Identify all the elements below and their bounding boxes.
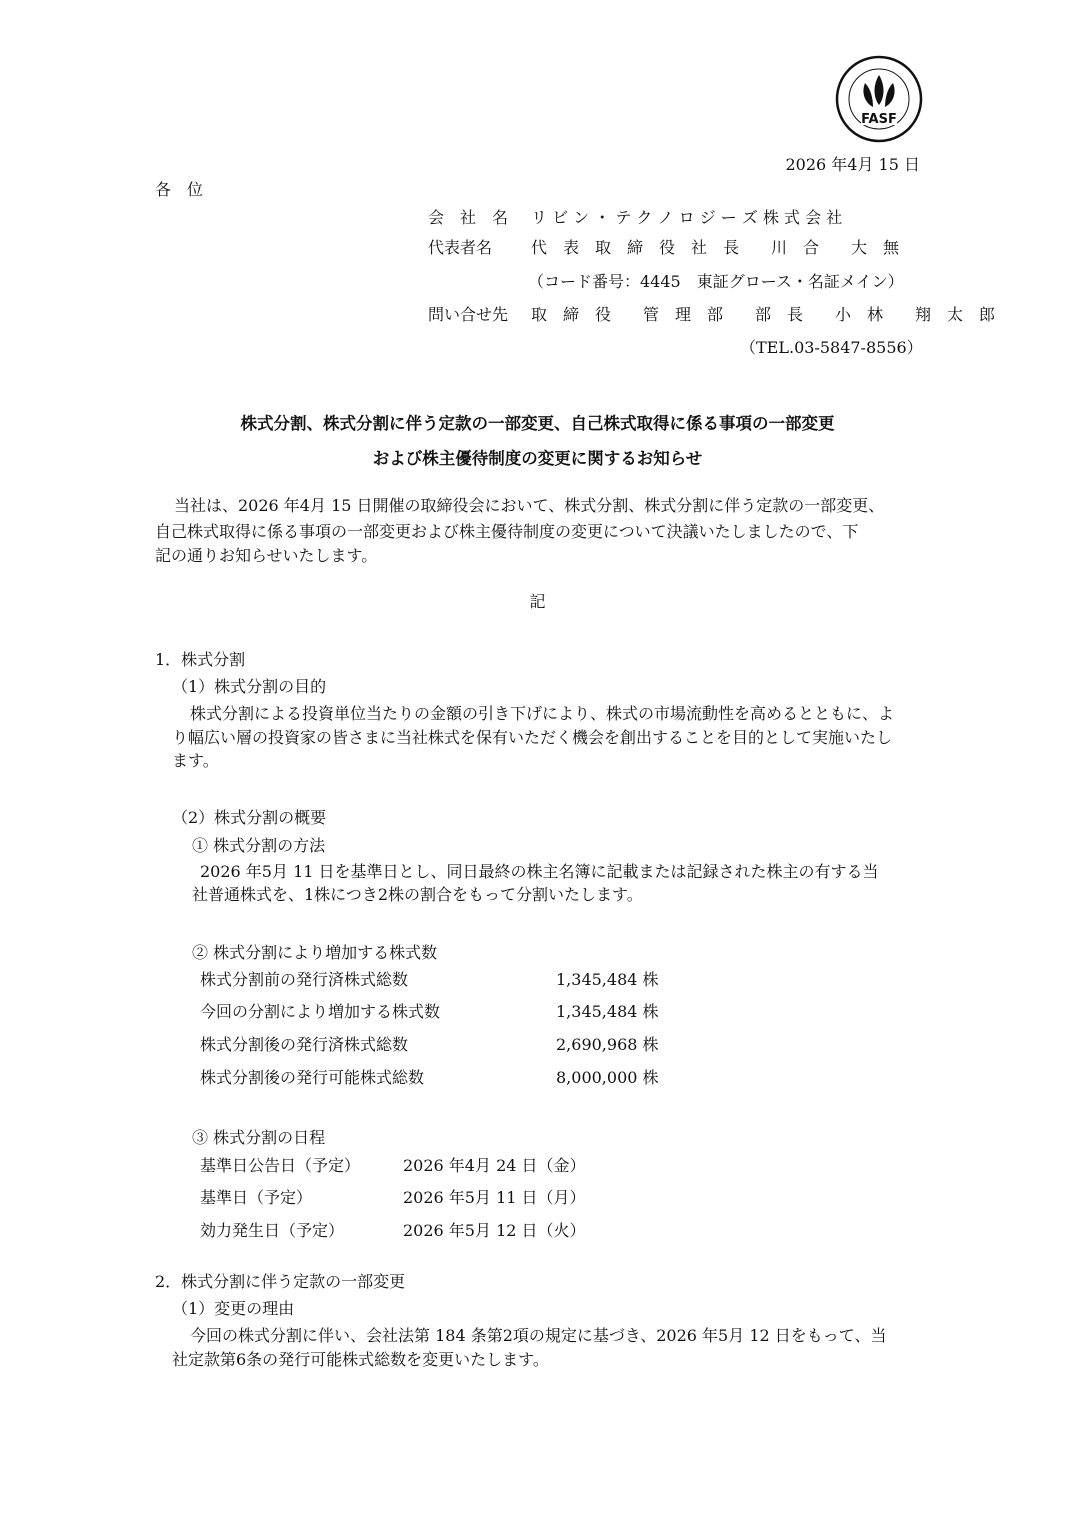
schedule-row-label: 基準日公告日（予定）: [200, 1156, 361, 1175]
addressee: 各 位: [155, 180, 204, 199]
representative-name: 代 表 取 締 役 社 長 川 合 大 無: [531, 238, 900, 257]
increase-row-value: 2,690,968 株: [556, 1035, 659, 1054]
fasf-logo: [835, 55, 923, 143]
schedule-row-label: 効力発生日（予定）: [200, 1221, 345, 1240]
schedule-row-value: 2026 年4月 24 日（金）: [403, 1156, 586, 1175]
increase-heading: ② 株式分割により増加する株式数: [192, 943, 438, 962]
section-1-heading: 1．株式分割: [155, 650, 246, 669]
method-line-1: 2026 年5月 11 日を基準日とし、同日最終の株主名簿に記載または記録された株主の有する当: [200, 862, 879, 881]
increase-row-label: 株式分割後の発行済株式総数: [200, 1035, 409, 1054]
section-1-1-heading: （1）株式分割の目的: [172, 677, 327, 696]
method-line-2: 社普通株式を、1株につき2株の割合をもって分割いたします。: [192, 885, 643, 904]
method-heading: ① 株式分割の方法: [192, 836, 326, 855]
document-date: 2026 年4月 15 日: [785, 155, 920, 174]
schedule-row-label: 基準日（予定）: [200, 1188, 313, 1207]
title-line-2: および株主優待制度の変更に関するお知らせ: [372, 449, 703, 468]
section-1-2-heading: （2）株式分割の概要: [172, 808, 327, 827]
schedule-row-value: 2026 年5月 12 日（火）: [403, 1221, 586, 1240]
contact-label: 問い合せ先: [428, 305, 509, 324]
schedule-row-value: 2026 年5月 11 日（月）: [403, 1188, 586, 1207]
representative-label: 代表者名: [428, 238, 493, 257]
code-number: （コード番号：4445 東証グロース・名証メイン）: [528, 272, 904, 291]
ki-mark: 記: [529, 592, 546, 611]
intro-line-2: 自己株式取得に係る事項の一部変更および株主優待制度の変更について決議いたしましたので、下: [155, 522, 859, 541]
reason-line-2: 社定款第6条の発行可能株式総数を変更いたします。: [172, 1350, 549, 1369]
increase-row-value: 1,345,484 株: [556, 970, 659, 989]
increase-row-value: 1,345,484 株: [556, 1002, 659, 1021]
logo-text: FASF: [861, 112, 897, 127]
increase-row-label: 今回の分割により増加する株式数: [200, 1002, 441, 1021]
purpose-line-3: ます。: [172, 751, 219, 770]
contact-name: 取 締 役 管 理 部 部 長 小 林 翔 太 郎: [531, 305, 996, 324]
company-name: リ ビ ン ・ テ ク ノ ロ ジ ー ズ 株 式 会 社: [531, 208, 843, 227]
intro-line-1: 当社は、2026 年4月 15 日開催の取締役会において、株式分割、株式分割に伴う定款の一部変更、: [174, 496, 885, 515]
schedule-heading: ③ 株式分割の日程: [192, 1128, 326, 1147]
section-2-1-heading: （1）変更の理由: [172, 1299, 295, 1318]
increase-row-value: 8,000,000 株: [556, 1068, 659, 1087]
contact-tel: （TEL.03-5847-8556）: [740, 338, 923, 357]
title-line-1: 株式分割、株式分割に伴う定款の一部変更、自己株式取得に係る事項の一部変更: [240, 414, 835, 433]
reason-line-1: 今回の株式分割に伴い、会社法第 184 条第2項の規定に基づき、2026 年5月 12 日をもって、当: [190, 1326, 887, 1345]
company-label: 会 社 名: [428, 208, 509, 227]
purpose-line-2: り幅広い層の投資家の皆さまに当社株式を保有いただく機会を創出することを目的として実施いたし: [172, 728, 893, 747]
purpose-line-1: 株式分割による投資単位当たりの金額の引き下げにより、株式の市場流動性を高めるとともに、よ: [190, 704, 895, 723]
increase-row-label: 株式分割後の発行可能株式総数: [200, 1068, 425, 1087]
section-2-heading: 2．株式分割に伴う定款の一部変更: [155, 1272, 406, 1291]
increase-row-label: 株式分割前の発行済株式総数: [200, 970, 409, 989]
intro-line-3: 記の通りお知らせいたします。: [155, 546, 378, 565]
